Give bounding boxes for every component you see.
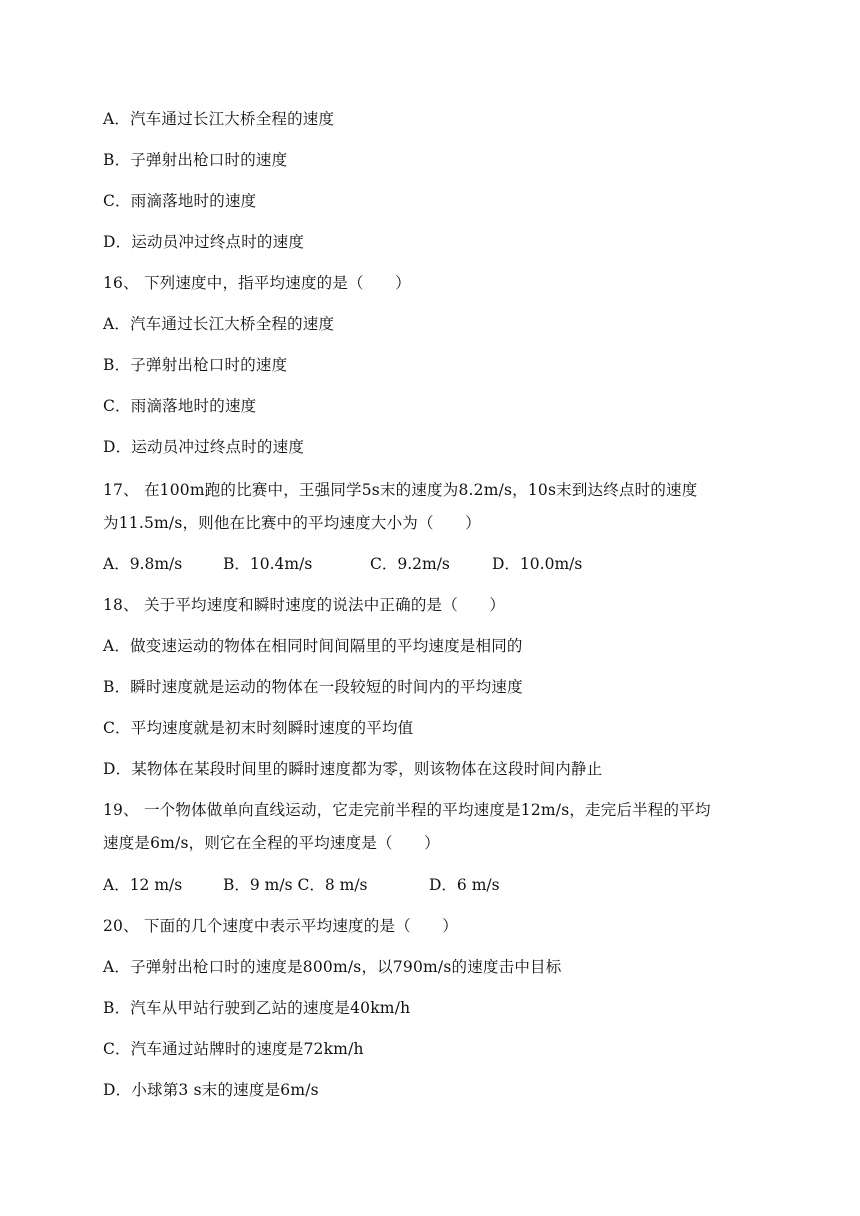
prev-option-c: C．雨滴落地时的速度 [103,192,257,210]
question-20-option-c: C．汽车通过站牌时的速度是72km/h [103,1040,364,1058]
question-16-stem: 16、 下列速度中，指平均速度的是（ ） [103,274,411,292]
question-17-stem-line2: 为11.5m/s，则他在比赛中的平均速度大小为（ ） [103,514,481,532]
question-19-option-bc: B．9 m/s C．8 m/s [223,876,368,894]
question-16-option-a: A．汽车通过长江大桥全程的速度 [103,315,335,333]
question-16-option-c: C．雨滴落地时的速度 [103,397,257,415]
question-17-option-b: B．10.4m/s [223,555,313,573]
prev-option-a: A．汽车通过长江大桥全程的速度 [103,110,335,128]
question-19-option-d: D．6 m/s [429,876,500,894]
question-20-stem: 20、 下面的几个速度中表示平均速度的是（ ） [103,917,458,935]
question-17-option-a: A．9.8m/s [103,555,183,573]
question-17-option-d: D．10.0m/s [492,555,583,573]
question-16-option-d: D．运动员冲过终点时的速度 [103,438,305,456]
question-20-option-b: B．汽车从甲站行驶到乙站的速度是40km/h [103,999,411,1017]
question-19-stem-line1: 19、 一个物体做单向直线运动，它走完前半程的平均速度是12m/s，走完后半程的平均 [103,801,711,819]
question-20-option-d: D．小球第3 s末的速度是6m/s [103,1081,319,1099]
question-20-option-a: A．子弹射出枪口时的速度是800m/s，以790m/s的速度击中目标 [103,958,562,976]
question-18-option-d: D．某物体在某段时间里的瞬时速度都为零，则该物体在这段时间内静止 [103,760,603,778]
question-18-option-a: A．做变速运动的物体在相同时间间隔里的平均速度是相同的 [103,637,523,655]
question-19-stem-line2: 速度是6m/s，则它在全程的平均速度是（ ） [103,834,440,852]
prev-option-d: D．运动员冲过终点时的速度 [103,233,305,251]
question-19-option-a: A．12 m/s [103,876,183,894]
question-18-option-c: C．平均速度就是初末时刻瞬时速度的平均值 [103,719,414,737]
question-18-option-b: B．瞬时速度就是运动的物体在一段较短的时间内的平均速度 [103,678,523,696]
prev-option-b: B．子弹射出枪口时的速度 [103,151,288,169]
question-18-stem: 18、 关于平均速度和瞬时速度的说法中正确的是（ ） [103,596,506,614]
question-17-stem-line1: 17、 在100m跑的比赛中，王强同学5s末的速度为8.2m/s，10s末到达终点时的速度 [103,481,698,499]
question-17-option-c: C．9.2m/s [370,555,450,573]
question-16-option-b: B．子弹射出枪口时的速度 [103,356,288,374]
